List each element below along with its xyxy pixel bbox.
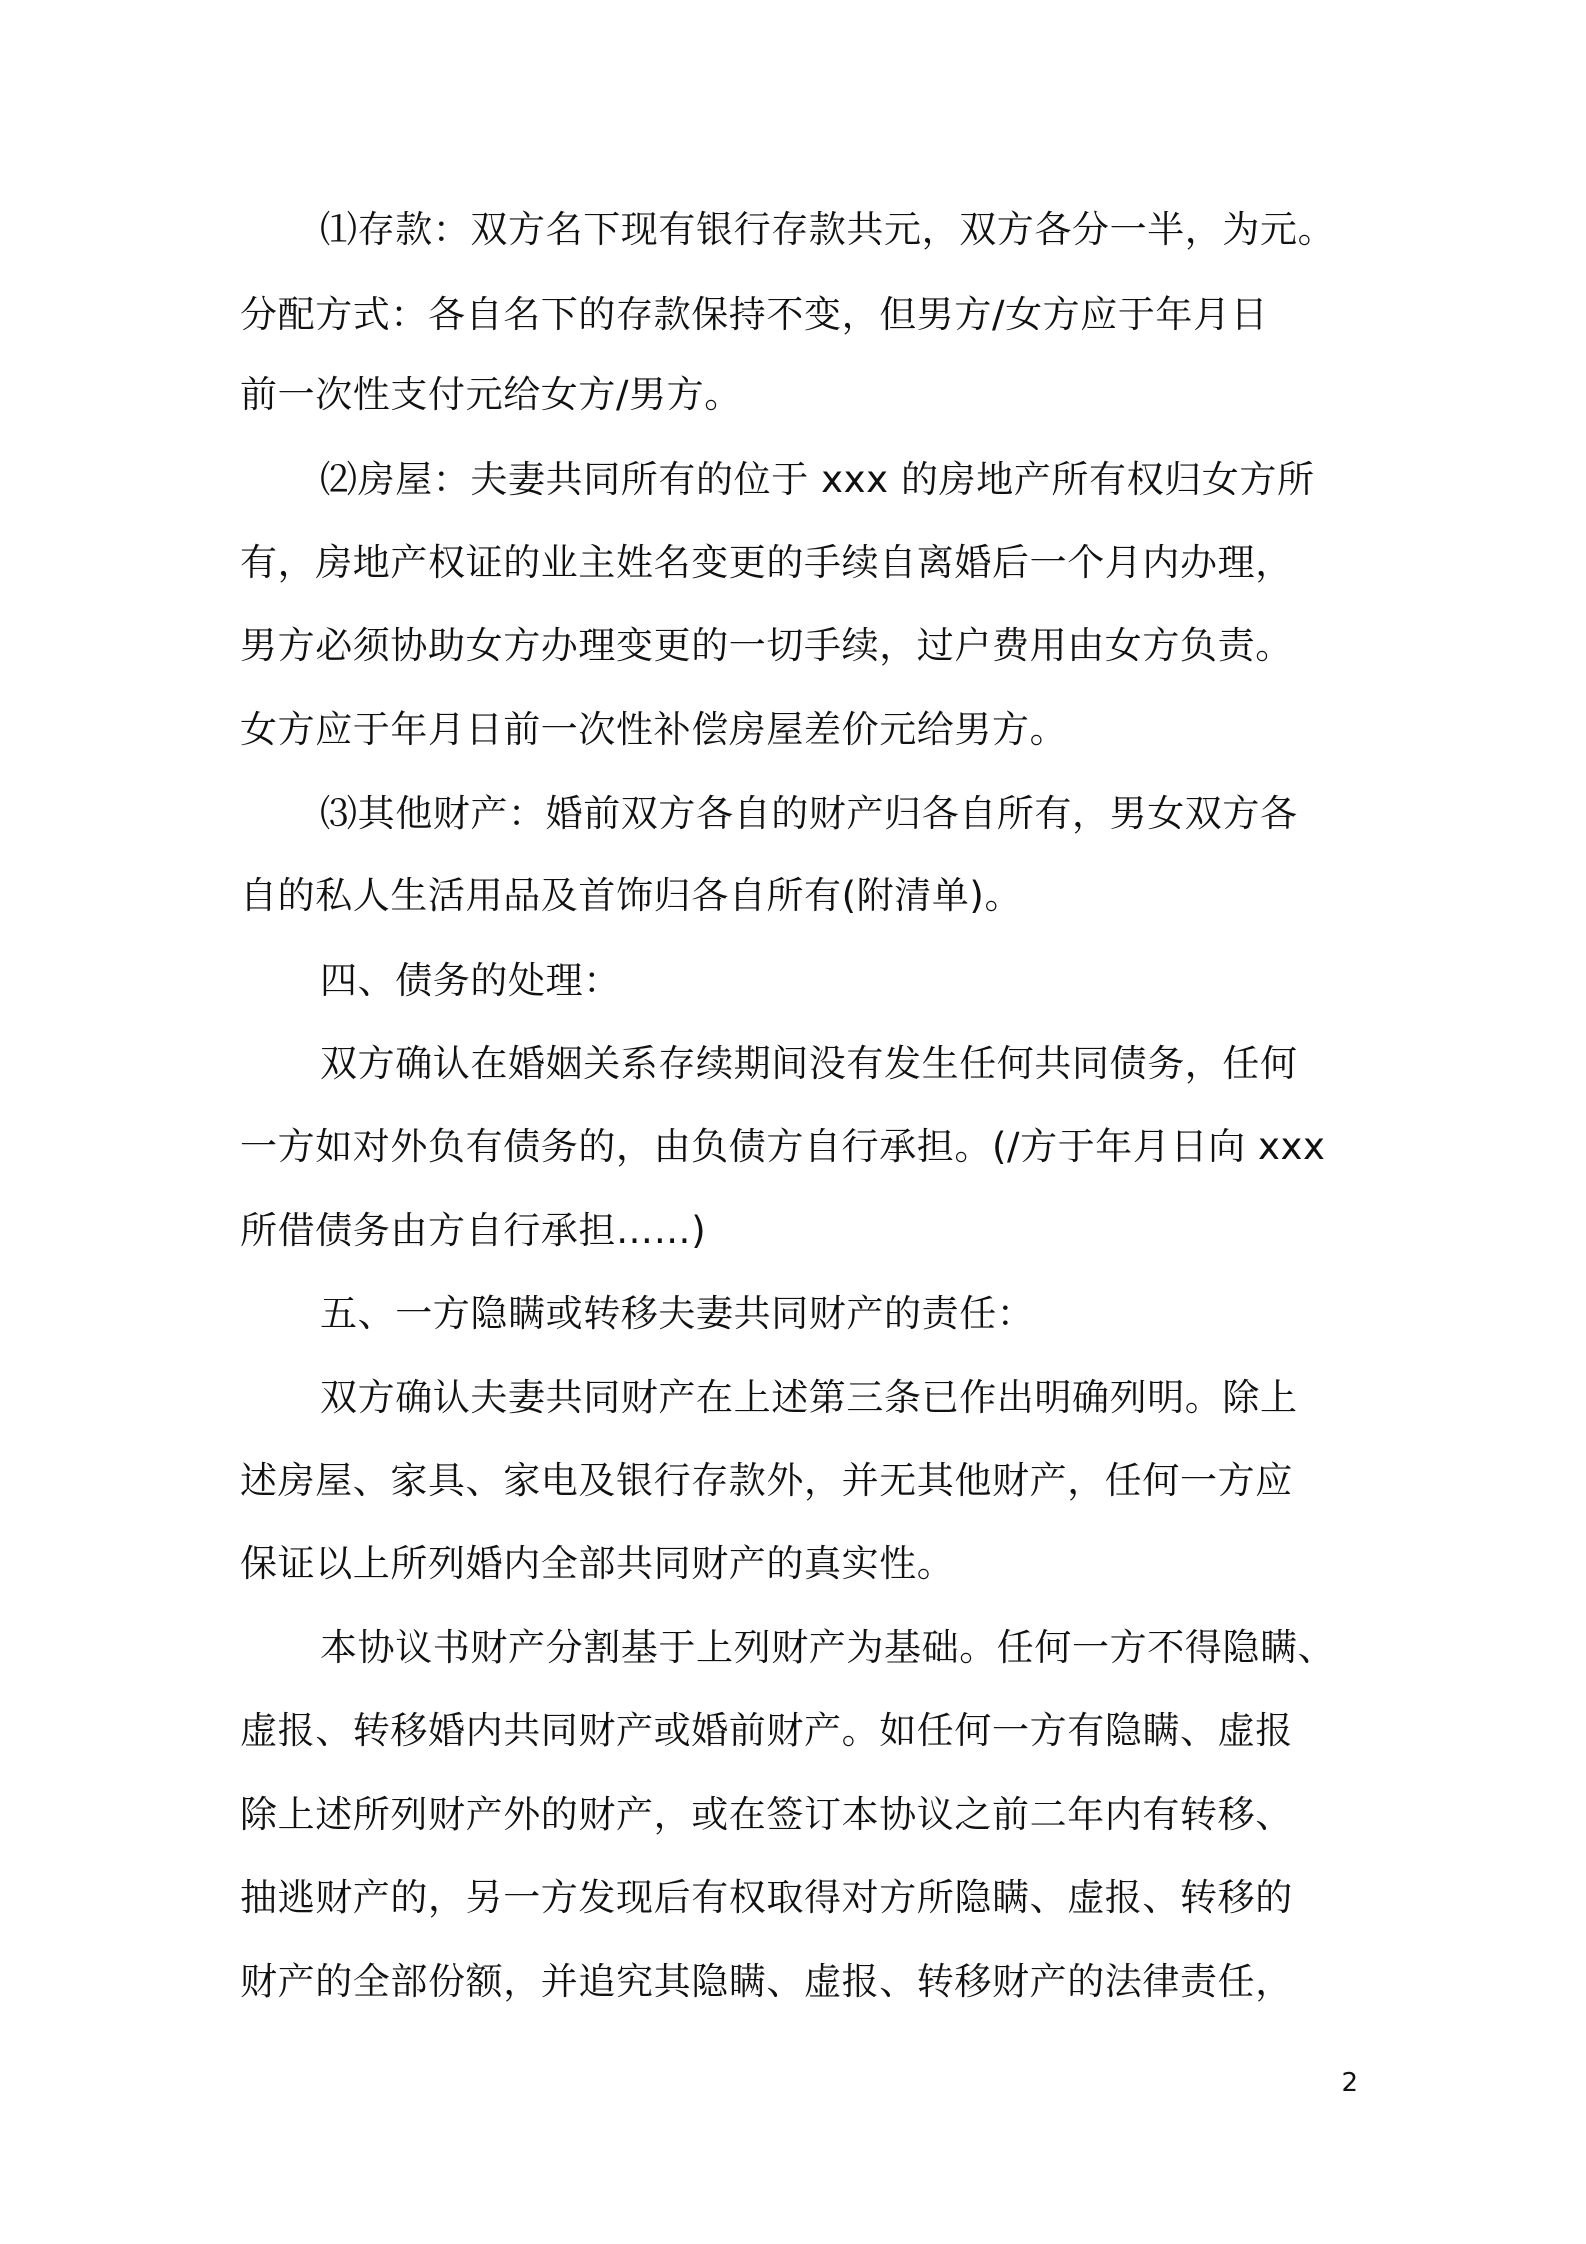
paragraph-3-line-2: 自的私人生活用品及首饰归各自所有(附清单)。 xyxy=(240,874,1023,917)
paragraph-7-line-3: 保证以上所列婚内全部共同财产的真实性。 xyxy=(240,1542,955,1585)
paragraph-8-line-1: 本协议书财产分割基于上列财产为基础。任何一方不得隐瞒、 xyxy=(320,1626,1336,1669)
paragraph-2-line-3: 男方必须协助女方办理变更的一切手续，过户费用由女方负责。 xyxy=(240,624,1293,667)
debts-heading: 四、债务的处理： xyxy=(320,959,621,1002)
paragraph-5-line-3: 所借债务由方自行承担……) xyxy=(240,1209,707,1252)
paragraph-2-line-4: 女方应于年月日前一次性补偿房屋差价元给男方。 xyxy=(240,708,1068,751)
paragraph-1-line-1: ⑴存款：双方名下现有银行存款共元，双方各分一半，为元。 xyxy=(320,208,1336,251)
paragraph-1-line-3: 前一次性支付元给女方/男方。 xyxy=(240,373,742,416)
paragraph-8-line-4: 抽逃财产的，另一方发现后有权取得对方所隐瞒、虚报、转移的 xyxy=(240,1876,1293,1919)
paragraph-8-line-2: 虚报、转移婚内共同财产或婚前财产。如任何一方有隐瞒、虚报 xyxy=(240,1709,1293,1752)
paragraph-2-line-1: ⑵房屋：夫妻共同所有的位于 xxx 的房地产所有权归女方所 xyxy=(320,458,1315,501)
paragraph-7-line-2: 述房屋、家具、家电及银行存款外，并无其他财产，任何一方应 xyxy=(240,1459,1293,1502)
page-number: 2 xyxy=(1341,2068,1358,2098)
paragraph-5-line-1: 双方确认在婚姻关系存续期间没有发生任何共同债务，任何 xyxy=(320,1042,1298,1085)
paragraph-3-line-1: ⑶其他财产：婚前双方各自的财产归各自所有，男女双方各 xyxy=(320,792,1298,835)
paragraph-7-line-1: 双方确认夫妻共同财产在上述第三条已作出明确列明。除上 xyxy=(320,1376,1298,1419)
paragraph-2-line-2: 有，房地产权证的业主姓名变更的手续自离婚后一个月内办理， xyxy=(240,541,1293,584)
paragraph-8-line-3: 除上述所列财产外的财产，或在签订本协议之前二年内有转移、 xyxy=(240,1793,1293,1836)
paragraph-8-line-5: 财产的全部份额，并追究其隐瞒、虚报、转移财产的法律责任， xyxy=(240,1960,1293,2003)
concealment-heading: 五、一方隐瞒或转移夫妻共同财产的责任： xyxy=(320,1292,1035,1335)
paragraph-1-line-2: 分配方式：各自名下的存款保持不变，但男方/女方应于年月日 xyxy=(240,293,1269,336)
paragraph-5-line-2: 一方如对外负有债务的，由负债方自行承担。(/方于年月日向 xxx xyxy=(240,1125,1326,1168)
